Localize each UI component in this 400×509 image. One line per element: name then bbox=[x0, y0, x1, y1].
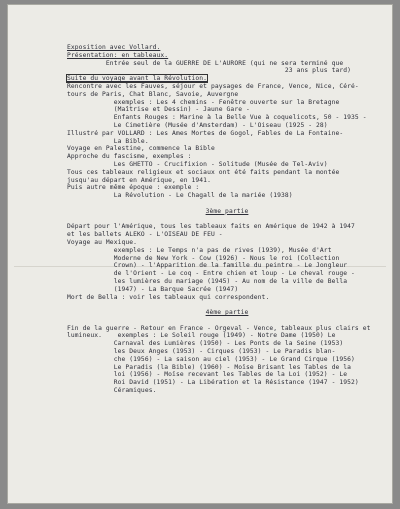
typed-line bbox=[67, 262, 387, 270]
typed-line bbox=[67, 192, 387, 200]
typed-line-text: Moderne de New York - Cow (1926) - Nous le roi (Collection bbox=[67, 254, 340, 262]
typed-text-body bbox=[67, 44, 387, 395]
typed-line bbox=[67, 231, 387, 239]
typed-line-text: Crown) - l'Apparition de la famille du peintre - Le Jongleur bbox=[67, 262, 348, 270]
typed-line bbox=[67, 122, 387, 130]
typed-line bbox=[67, 364, 387, 372]
typed-line-text: Départ pour l'Amérique, tous les tableaux faits en Amérique de 1942 à 1947 bbox=[67, 223, 355, 231]
typed-line-text: les Deux Anges (1953) - Cirques (1953) - Le Paradis blan- bbox=[67, 348, 336, 356]
typed-line bbox=[67, 294, 387, 302]
typed-line-text: 3ème partie bbox=[205, 207, 249, 215]
typed-line bbox=[67, 348, 387, 356]
typed-line-text: Rencontre avec les Fauves, séjour et paysages de France, Vence, Nice, Céré- bbox=[67, 82, 359, 90]
typed-line bbox=[67, 340, 387, 348]
typed-line bbox=[67, 301, 387, 309]
typed-line bbox=[67, 145, 387, 153]
typed-line-text: jusqu'au départ en Amérique, en 1941. bbox=[67, 176, 211, 184]
typed-line-text: et les ballets ALEKO - L'OISEAU DE FEU - bbox=[67, 231, 223, 239]
typed-line bbox=[67, 239, 387, 247]
typed-line bbox=[67, 387, 387, 395]
typed-line-text: Tous ces tableaux religieux et sociaux ont été faits pendant la montée bbox=[67, 168, 340, 176]
typed-line bbox=[67, 317, 387, 325]
typed-line-text: La Bible. bbox=[67, 137, 149, 145]
typed-line bbox=[67, 270, 387, 278]
typed-line-text: exemples : Les 4 chemins - Fenêtre ouverte sur la Bretagne bbox=[67, 98, 340, 106]
typed-line-text: de l'Orient - Le coq - Entre chien et loup - Le cheval rouge - bbox=[67, 270, 355, 278]
typed-line-text: Exposition avec Vollard. bbox=[67, 44, 161, 51]
typed-line-text: Mort de Bella : voir les tableaux qui correspondent. bbox=[67, 293, 270, 301]
typed-line bbox=[67, 60, 387, 68]
typed-line bbox=[67, 91, 387, 99]
typed-line bbox=[67, 184, 387, 192]
typed-line-text: Carnaval des Lumières (1950) - Les Ponts de la Seine (1953) bbox=[67, 340, 344, 348]
typed-line-text: Approche du fascisme, exemples : bbox=[67, 153, 192, 161]
typed-line-text: 23 ans plus tard) bbox=[67, 67, 352, 75]
typed-line-text: Le Cimetière (Musée d'Amsterdam) - L'Oiseau (1925 - 28) bbox=[67, 121, 328, 129]
typed-line-text: La Révolution - Le Chagall de la mariée (1938) bbox=[67, 192, 293, 200]
typed-line-text: Le Paradis (la Bible) (1960) - Moïse Brisant les Tables de la bbox=[67, 363, 352, 371]
typed-line bbox=[67, 161, 387, 169]
typed-line bbox=[67, 83, 387, 91]
typed-line bbox=[67, 247, 387, 255]
typed-line bbox=[67, 169, 387, 177]
typed-line-text: Puis autre même époque : exemple : bbox=[67, 184, 200, 192]
typed-line-text: lumineux. exemples : Le Soleil rouge (1949) - Notre Dame (1950) Le bbox=[67, 332, 336, 340]
typed-line-text: les lumières du mariage (1945) - Au nom de la ville de Bella bbox=[67, 277, 348, 285]
typed-line bbox=[67, 153, 387, 161]
typed-line-text: tours de Paris, Chat Blanc, Savoie, Auvergne bbox=[67, 90, 239, 98]
typed-line-text: loi (1956) - Moïse recevant les Tables de la Loi (1952) - Le bbox=[67, 371, 348, 379]
typed-line-text: exemples : Le Temps n'a pas de rives (1939), Musée d'Art bbox=[67, 246, 332, 254]
typed-line bbox=[67, 44, 387, 52]
typed-line bbox=[67, 379, 387, 387]
typed-line bbox=[67, 75, 387, 83]
typed-line-text: Céramiques. bbox=[67, 387, 157, 395]
typed-line bbox=[67, 325, 387, 333]
typed-line-text: (Maîtrise et Dessin) - Jaune Gare - bbox=[67, 106, 250, 114]
typed-line bbox=[67, 52, 387, 60]
typed-line-text: 4ème partie bbox=[205, 309, 249, 317]
typed-line-text: Présentation: en tableaux. bbox=[67, 51, 169, 59]
typed-line bbox=[67, 200, 387, 208]
typed-line bbox=[67, 106, 387, 114]
typed-line bbox=[67, 286, 387, 294]
typed-line-text: Enfants Rouges : Marine à la Belle Vue à coquelicots, 50 - 1935 - bbox=[67, 114, 367, 122]
typed-line-text: Suite du voyage avant la Révolution. bbox=[67, 75, 208, 83]
typed-line-text: Les GHETTO - Crucifixion - Solitude (Musée de Tel-Aviv) bbox=[67, 160, 328, 168]
typed-line bbox=[67, 356, 387, 364]
typed-line-text: Illustré par VOLLARD : Les Ames Mortes de Gogol, Fables de La Fontaine- bbox=[67, 129, 344, 137]
typed-line-text: Voyage en Palestine, commence la Bible bbox=[67, 145, 215, 153]
typed-line bbox=[67, 130, 387, 138]
typed-line-text: Roi David (1951) - La Libération et la Résistance (1947 - 1952) bbox=[67, 379, 359, 387]
typed-line bbox=[67, 309, 387, 317]
typed-line-text: Voyage au Mexique. bbox=[67, 238, 138, 246]
paper-sheet bbox=[7, 4, 393, 504]
typed-line bbox=[67, 208, 387, 216]
typed-line bbox=[67, 223, 387, 231]
typed-line-text: Entrée seul de la GUERRE DE L'AURORE (qui ne sera terminé que bbox=[67, 59, 344, 67]
typed-line bbox=[67, 255, 387, 263]
typed-line-text: Fin de la guerre - Retour en France - Orgeval - Vence, tableaux plus clairs et bbox=[67, 324, 371, 332]
typed-line bbox=[67, 278, 387, 286]
typed-line-text: che (1956) - La saison au ciel (1953) - Le Grand Cirque (1956) bbox=[67, 355, 355, 363]
typed-line bbox=[67, 138, 387, 146]
typed-line bbox=[67, 114, 387, 122]
typed-line-text: (1947) - La Barque Sacrée (1947) bbox=[67, 285, 239, 293]
